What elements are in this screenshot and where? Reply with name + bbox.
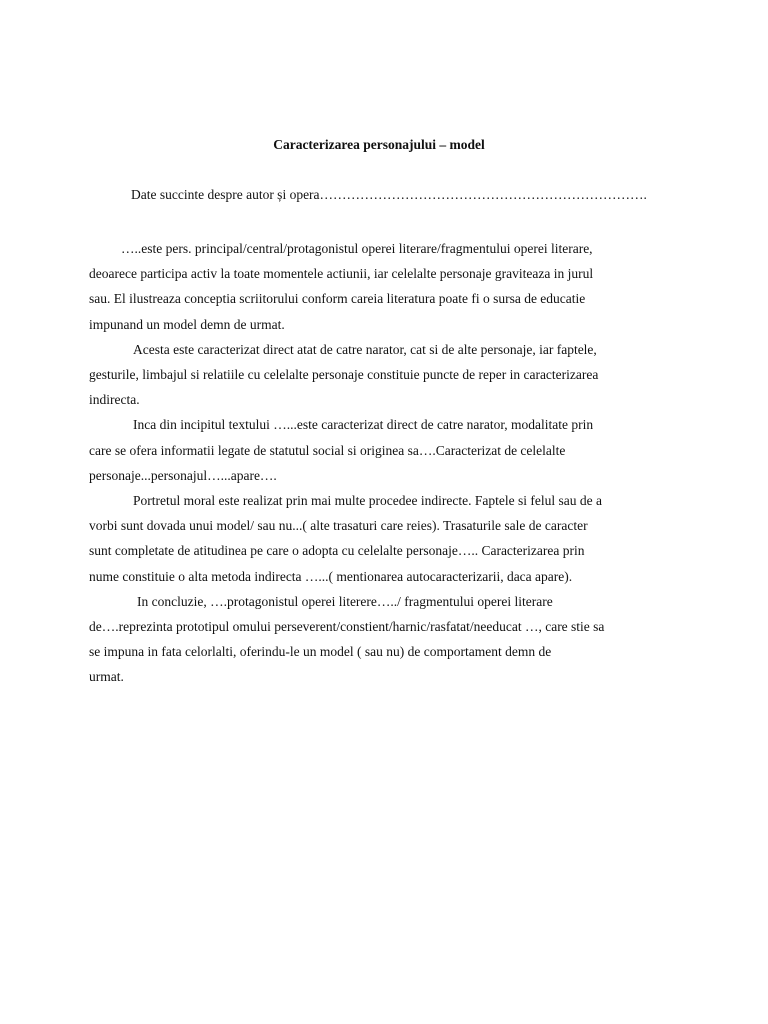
text-line: nume constituie o alta metoda indirecta …...( mentionarea autocaracterizarii, daca apare). [89,568,573,584]
text-line: vorbi sunt dovada unui model/ sau nu...( alte trasaturi care reies). Trasaturile sale de caracter [89,518,588,534]
text-line: indirecta. [89,392,140,408]
text-line: Acesta este caracterizat direct atat de catre narator, cat si de alte personaje, iar faptele, [133,341,597,357]
text-line: se impuna in fata celorlalti, oferindu-le un model ( sau nu) de comportament demn de [89,644,552,660]
document-body [89,236,679,690]
text-line: impunand un model demn de urmat. [89,316,285,332]
text-line: sau. El ilustreaza conceptia scriitorului conform careia literatura poate fi o sursa de educatie [89,291,586,307]
text-line: gesturile, limbajul si relatiile cu celelalte personaje constituie puncte de reper in caracterizarea [89,367,599,383]
intro-line: Date succinte despre autor și opera………………………………………………………………. [131,187,647,202]
text-line: deoarece participa activ la toate momentele actiunii, iar celelalte personaje graviteaza in jurul [89,266,594,282]
text-line: de….reprezinta prototipul omului perseverent/constient/harnic/rasfatat/needucat …, care stie sa [89,619,605,635]
document-title: Caracterizarea personajului – model [273,137,485,152]
text-line: urmat. [89,669,124,685]
text-line: Inca din incipitul textului …...este caracterizat direct de catre narator, modalitate prin [133,417,594,433]
text-line: In concluzie, ….protagonistul operei literere…../ fragmentului operei literare [137,593,553,609]
text-line: personaje...personajul…...apare…. [89,467,277,483]
text-line: Portretul moral este realizat prin mai multe procedee indirecte. Faptele si felul sau de a [133,493,602,509]
text-line: sunt completate de atitudinea pe care o adopta cu celelalte personaje….. Caracterizarea prin [89,543,585,559]
text-line: …..este pers. principal/central/protagonistul operei literare/fragmentului operei literare, [121,241,593,256]
text-line: care se ofera informatii legate de statutul social si originea sa….Caracterizat de celelalte [89,442,566,458]
